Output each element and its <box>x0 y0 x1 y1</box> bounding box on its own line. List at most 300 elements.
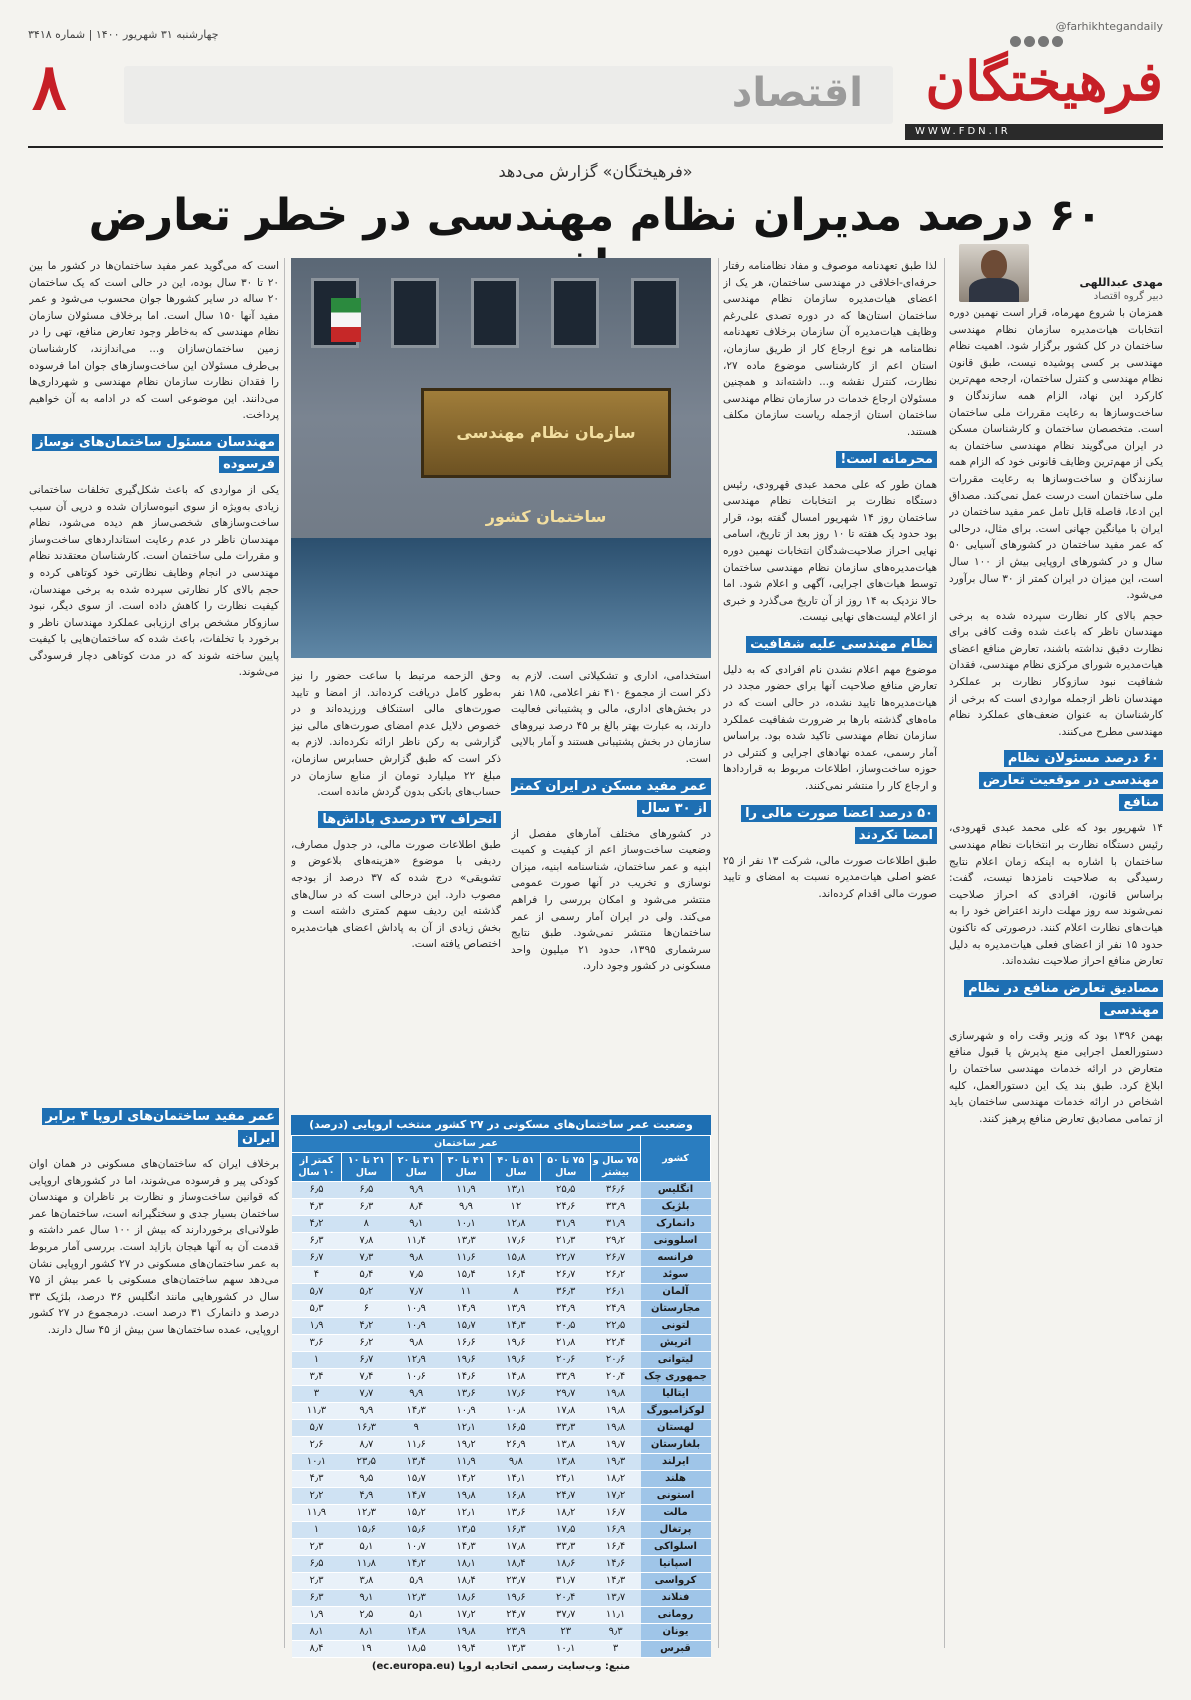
data-table <box>291 1135 711 1658</box>
value-cell: ۴٫۹ <box>341 1488 391 1505</box>
value-cell: ۱۶٫۵ <box>491 1420 541 1437</box>
country-cell: اسلواکی <box>641 1539 711 1556</box>
value-cell: ۸٫۱ <box>292 1624 342 1641</box>
value-cell: ۴ <box>292 1267 342 1284</box>
value-cell: ۹٫۱ <box>341 1590 391 1607</box>
instagram-icon[interactable] <box>1052 36 1063 47</box>
value-cell: ۱۵٫۸ <box>491 1250 541 1267</box>
value-cell: ۹٫۹ <box>441 1199 491 1216</box>
value-cell: ۱۱٫۹ <box>292 1505 342 1522</box>
table-row <box>292 1573 711 1590</box>
value-cell: ۱۷٫۸ <box>491 1539 541 1556</box>
value-cell: ۲۹٫۷ <box>541 1386 591 1403</box>
table-row <box>292 1267 711 1284</box>
value-cell: ۱۴٫۸ <box>491 1369 541 1386</box>
value-cell: ۲۱٫۸ <box>541 1335 591 1352</box>
table-row <box>292 1556 711 1573</box>
table-row <box>292 1352 711 1369</box>
value-cell: ۵٫۲ <box>341 1284 391 1301</box>
value-cell: ۹٫۱ <box>391 1216 441 1233</box>
value-cell: ۷٫۸ <box>341 1233 391 1250</box>
value-cell: ۳۱٫۹ <box>591 1216 641 1233</box>
flag-emblem <box>331 298 361 342</box>
value-cell: ۱۱٫۴ <box>391 1233 441 1250</box>
paragraph: بهمن ۱۳۹۶ بود که وزیر وقت راه و شهرسازی دستورالعمل اجرایی منع پذیرش یا قبول منافع متعارض در ارائه خدمات مهندسی ساختمان را ابلاغ کرد. طبق بند یک این دستورالعمل، کلیه اشخاص در ارائه خدمات مهندسی ساختمان باید از تمامی مصادیق تعارض منافع پرهیز کنند. <box>949 1029 1163 1125</box>
column-5 <box>29 258 279 1098</box>
telegram-icon[interactable] <box>1038 36 1049 47</box>
value-cell: ۶٫۵ <box>292 1556 342 1573</box>
value-cell: ۳۳٫۹ <box>541 1369 591 1386</box>
value-cell: ۱۳٫۸ <box>541 1454 591 1471</box>
paragraph: طبق اطلاعات صورت مالی، در جدول مصارف، ردیفی با موضوع «هزینه‌های بلاعوض و تشویقی» درج شده که ۳۷ درصد از بودجه مصوب دارد. این درحالی است که در سال‌های گذشته این ردیف سهم کمتری داشته است و بخش زیادی از آن به پاداش اعضای هیات‌مدیره اختصاص یافته است. <box>291 838 501 951</box>
country-cell: ایرلند <box>641 1454 711 1471</box>
table-row <box>292 1335 711 1352</box>
value-cell: ۲۰٫۴ <box>591 1369 641 1386</box>
value-cell: ۱۰٫۹ <box>391 1318 441 1335</box>
value-cell: ۱۳٫۱ <box>491 1182 541 1199</box>
value-cell: ۴٫۲ <box>341 1318 391 1335</box>
value-cell: ۲۳ <box>541 1624 591 1641</box>
value-cell: ۲٫۲ <box>292 1488 342 1505</box>
value-cell: ۵٫۴ <box>341 1267 391 1284</box>
value-cell: ۶٫۳ <box>341 1199 391 1216</box>
country-cell: قبرس <box>641 1641 711 1658</box>
table-row <box>292 1318 711 1335</box>
column-3 <box>511 668 711 1098</box>
value-cell: ۱۴٫۸ <box>391 1624 441 1641</box>
country-cell: اتریش <box>641 1335 711 1352</box>
value-cell: ۱۰٫۱ <box>292 1454 342 1471</box>
country-cell: بلژیک <box>641 1199 711 1216</box>
subheading: انحراف ۳۷ درصدی پاداش‌ها <box>318 811 501 828</box>
value-cell: ۱۹٫۸ <box>591 1403 641 1420</box>
value-cell: ۴٫۳ <box>292 1471 342 1488</box>
country-cell: جمهوری چک <box>641 1369 711 1386</box>
value-cell: ۱۹ <box>341 1641 391 1658</box>
value-cell: ۱۰٫۶ <box>391 1369 441 1386</box>
table-row <box>292 1250 711 1267</box>
value-cell: ۲۶٫۲ <box>591 1267 641 1284</box>
value-cell: ۹٫۹ <box>391 1386 441 1403</box>
value-cell: ۲٫۳ <box>292 1573 342 1590</box>
subheading: مهندسان مسئول ساختمان‌های نوساز فرسوده <box>32 434 279 473</box>
country-cell: استونی <box>641 1488 711 1505</box>
value-cell: ۱۷٫۲ <box>441 1607 491 1624</box>
building-age-table <box>291 1115 711 1672</box>
age-group-header: کمتر از ۱۰ سال <box>292 1153 342 1182</box>
paragraph: وحق الزحمه مرتبط با ساعت حضور را نیز به‌طور کامل دریافت کرده‌اند. از امضا و تایید صورت‌های مالی استنکاف ورزیده‌اند و در خصوص دلایل عدم امضای صورت‌های مالی نیز گزارشی به رکن ناظر ارائه نکرده‌اند. لازم به ذکر است که طبق گزارش حسابرس سازمان، مبلغ ۲۲ میلیارد تومان از منابع سازمان در حساب‌های بانکی بدون گردش مانده است. <box>291 670 501 799</box>
age-group-header: ۵۱ تا ۴۰ سال <box>491 1153 541 1182</box>
country-cell: آلمان <box>641 1284 711 1301</box>
value-cell: ۱۳٫۶ <box>491 1505 541 1522</box>
table-row <box>292 1369 711 1386</box>
value-cell: ۲۹٫۲ <box>591 1233 641 1250</box>
paragraph: در کشورهای مختلف آمارهای مفصل از وضعیت ساخت‌وساز اعم از کیفیت و کمیت ابنیه و عمر ساختمان، شناسنامه ابنیه، میزان نوسازی و تخریب در آنها صورت عمومی منتشر می‌شود و امکان بررسی را فراهم می‌کند. ولی در ایران آمار رسمی از عمر ساختمان‌ها منتشر نمی‌شود. طبق نتایج سرشماری ۱۳۹۵، حدود ۲۱ میلیون واحد مسکونی در کشور وجود دارد. <box>511 827 711 973</box>
table-row <box>292 1403 711 1420</box>
value-cell: ۲۰٫۶ <box>541 1352 591 1369</box>
value-cell: ۱۹٫۸ <box>591 1420 641 1437</box>
value-cell: ۲۰٫۴ <box>541 1590 591 1607</box>
value-cell: ۱۹٫۲ <box>441 1437 491 1454</box>
value-cell: ۸٫۴ <box>391 1199 441 1216</box>
value-cell: ۳ <box>591 1641 641 1658</box>
value-cell: ۱ <box>292 1352 342 1369</box>
headline: ۶۰ درصد مدیران نظام مهندسی در خطر تعارض <box>88 190 1103 241</box>
subheading: محرمانه است! <box>836 451 937 468</box>
value-cell: ۱۵٫۴ <box>441 1267 491 1284</box>
value-cell: ۴٫۲ <box>292 1216 342 1233</box>
top-rule <box>28 146 1163 148</box>
value-cell: ۹٫۵ <box>341 1471 391 1488</box>
country-cell: فرانسه <box>641 1250 711 1267</box>
value-cell: ۹٫۳ <box>591 1624 641 1641</box>
website-url[interactable]: WWW.FDN.IR <box>905 124 1163 140</box>
table-row <box>292 1590 711 1607</box>
column-2 <box>723 258 937 1648</box>
paragraph: طبق اطلاعات صورت مالی، شرکت ۱۳ نفر از ۲۵ عضو اصلی هیات‌مدیره نسبت به امضای و تایید صورت مالی اقدام کرده‌اند. <box>723 854 937 900</box>
value-cell: ۹٫۸ <box>491 1454 541 1471</box>
table-row <box>292 1607 711 1624</box>
value-cell: ۲۵٫۵ <box>541 1182 591 1199</box>
value-cell: ۱۰٫۹ <box>391 1301 441 1318</box>
age-group-header: ۴۱ تا ۳۰ سال <box>441 1153 491 1182</box>
value-cell: ۱۹٫۶ <box>491 1352 541 1369</box>
country-cell: اسلوونی <box>641 1233 711 1250</box>
table-row <box>292 1216 711 1233</box>
value-cell: ۹٫۸ <box>391 1250 441 1267</box>
value-cell: ۱۳٫۶ <box>441 1386 491 1403</box>
value-cell: ۱۷٫۶ <box>491 1386 541 1403</box>
value-cell: ۸ <box>341 1216 391 1233</box>
value-cell: ۳۱٫۹ <box>541 1216 591 1233</box>
value-cell: ۱۲٫۱ <box>441 1505 491 1522</box>
value-cell: ۲۳٫۵ <box>341 1454 391 1471</box>
author-box <box>949 244 1163 304</box>
value-cell: ۳۶٫۳ <box>541 1284 591 1301</box>
country-cell: رومانی <box>641 1607 711 1624</box>
value-cell: ۱۹٫۶ <box>491 1335 541 1352</box>
value-cell: ۱۴٫۶ <box>441 1369 491 1386</box>
value-cell: ۱۸٫۴ <box>441 1573 491 1590</box>
value-cell: ۱۴٫۳ <box>391 1403 441 1420</box>
value-cell: ۵٫۷ <box>292 1284 342 1301</box>
value-cell: ۱۰٫۱ <box>541 1641 591 1658</box>
value-cell: ۱۷٫۲ <box>591 1488 641 1505</box>
value-cell: ۱۱٫۹ <box>441 1182 491 1199</box>
country-cell: لوکزامبورگ <box>641 1403 711 1420</box>
value-cell: ۱۶٫۳ <box>491 1522 541 1539</box>
value-cell: ۱۴٫۳ <box>591 1573 641 1590</box>
table-row <box>292 1488 711 1505</box>
value-cell: ۲۳٫۷ <box>491 1573 541 1590</box>
author-photo <box>959 244 1029 302</box>
value-cell: ۱۲٫۱ <box>441 1420 491 1437</box>
value-cell: ۸٫۴ <box>292 1641 342 1658</box>
value-cell: ۱۰٫۷ <box>391 1539 441 1556</box>
country-cell: ایتالیا <box>641 1386 711 1403</box>
paragraph: یکی از مواردی که باعث شکل‌گیری تخلفات ساختمانی زیادی به‌ویژه از سوی انبوه‌سازان شده و درپی آن سبب ساخت‌وسازهای شخصی‌ساز هم دیده می‌شود، نظام مهندسان ناظر در عدم رعایت استانداردهای ساخت‌وساز و مقررات ملی ساختمان است. کارشناسان معتقدند نظام مهندسی در انجام وظایف نظارتی خود کوتاهی کرده و حجم بالای کار نظارتی سپرده شده به برخی مهندسان، کیفیت نظارت را کاهش داده است. از سوی دیگر، نبود سازوکار مشخص برای ارزیابی عملکرد مهندسان ناظر و برخورد با تخلفات، باعث شده که ساختمان‌هایی با کیفیت پایین ساخته شوند که در مدت کوتاهی دچار فرسودگی می‌شوند. <box>29 483 279 679</box>
value-cell: ۱۴٫۹ <box>441 1301 491 1318</box>
table-row <box>292 1386 711 1403</box>
value-cell: ۳۷٫۷ <box>541 1607 591 1624</box>
value-cell: ۱٫۹ <box>292 1607 342 1624</box>
value-cell: ۱۱٫۶ <box>391 1437 441 1454</box>
value-cell: ۲۰٫۶ <box>591 1352 641 1369</box>
value-cell: ۲۱٫۳ <box>541 1233 591 1250</box>
value-cell: ۷٫۵ <box>391 1267 441 1284</box>
table-body <box>292 1182 711 1658</box>
table-row <box>292 1539 711 1556</box>
value-cell: ۱۶٫۶ <box>441 1335 491 1352</box>
value-cell: ۲۴٫۱ <box>541 1471 591 1488</box>
country-header: کشور <box>641 1136 711 1182</box>
value-cell: ۱۹٫۶ <box>491 1590 541 1607</box>
value-cell: ۱۵٫۶ <box>341 1522 391 1539</box>
age-group-header: ۷۵ تا ۵۰ سال <box>541 1153 591 1182</box>
paragraph: استخدامی، اداری و تشکیلاتی است. لازم به ذکر است از مجموع ۴۱۰ نفر اعلامی، ۱۸۵ نفر در بخش‌های اداری، مالی و پشتیبانی فعالیت دارند، به عبارت بهتر بالغ بر ۴۵ درصد نیروهای سازمان در بخش پشتیبانی هستند و آمار بالایی است. <box>511 670 711 765</box>
section-band <box>124 66 893 124</box>
paragraph: همان طور که علی محمد عبدی قهرودی، رئیس دستگاه نظارت بر انتخابات نظام مهندسی ساختمان روز ۱۴ شهریور امسال گفته بود، قرار بود حدود یک هفته تا ۱۰ روز بعد از تاریخ، اسامی نهایی احراز صلاحیت‌شدگان انتخابات نهمین دوره هیات‌مدیره‌های سازمان نظام مهندسی ساختمان توسط هیات‌های اجرایی، آگهی و اعلام شود. اما حالا نزدیک به ۱۴ روز از آن تاریخ می‌گذرد و خبری از اعلام لیست‌های نهایی نیست. <box>723 478 937 624</box>
section-title: اقتصاد <box>731 70 863 116</box>
value-cell: ۱ <box>292 1522 342 1539</box>
value-cell: ۱۳٫۳ <box>441 1233 491 1250</box>
value-cell: ۷٫۳ <box>341 1250 391 1267</box>
value-cell: ۱۴٫۲ <box>441 1471 491 1488</box>
value-cell: ۵٫۳ <box>292 1301 342 1318</box>
table-row <box>292 1454 711 1471</box>
kicker: «فرهیختگان» گزارش می‌دهد <box>498 162 693 181</box>
value-cell: ۱۹٫۸ <box>441 1488 491 1505</box>
value-cell: ۱۶٫۸ <box>491 1488 541 1505</box>
value-cell: ۲٫۳ <box>292 1539 342 1556</box>
value-cell: ۱۵٫۲ <box>391 1505 441 1522</box>
value-cell: ۳٫۶ <box>292 1335 342 1352</box>
value-cell: ۹٫۸ <box>391 1335 441 1352</box>
value-cell: ۱۹٫۶ <box>441 1352 491 1369</box>
table-row <box>292 1641 711 1658</box>
value-cell: ۲۴٫۹ <box>591 1301 641 1318</box>
value-cell: ۱۸٫۲ <box>591 1471 641 1488</box>
value-cell: ۷٫۷ <box>341 1386 391 1403</box>
value-cell: ۷٫۴ <box>341 1369 391 1386</box>
value-cell: ۱۸٫۵ <box>391 1641 441 1658</box>
value-cell: ۳٫۴ <box>292 1369 342 1386</box>
column-divider <box>284 258 285 1648</box>
value-cell: ۱۴٫۱ <box>491 1471 541 1488</box>
value-cell: ۳۳٫۳ <box>541 1420 591 1437</box>
value-cell: ۱۹٫۸ <box>441 1624 491 1641</box>
value-cell: ۱۲ <box>491 1199 541 1216</box>
table-row <box>292 1199 711 1216</box>
value-cell: ۹٫۹ <box>341 1403 391 1420</box>
value-cell: ۱۲٫۹ <box>391 1352 441 1369</box>
value-cell: ۲۴٫۹ <box>541 1301 591 1318</box>
value-cell: ۱۴٫۷ <box>391 1488 441 1505</box>
country-cell: دانمارک <box>641 1216 711 1233</box>
value-cell: ۳ <box>292 1386 342 1403</box>
value-cell: ۱۳٫۳ <box>491 1641 541 1658</box>
subheading: نظام مهندسی علیه شفافیت <box>746 636 937 653</box>
value-cell: ۹ <box>391 1420 441 1437</box>
value-cell: ۱۵٫۶ <box>391 1522 441 1539</box>
table-row <box>292 1624 711 1641</box>
value-cell: ۲۴٫۶ <box>541 1199 591 1216</box>
value-cell: ۲۶٫۷ <box>591 1250 641 1267</box>
paragraph: همزمان با شروع مهرماه، قرار است نهمین دوره انتخابات هیات‌مدیره سازمان نظام مهندسی ساختمان در کل کشور برگزار شود. اهمیت نظام مهندسی بر کسی پوشیده نیست، طبق قانون نظام مهندسی و کنترل ساختمان، ارجحه مهم‌ترین کارکرد این نهاد، الزام همه سازندگان و ساخت‌وسازها به رعایت مقررات ملی ساختمان است. متخصصان ساختمان و کارشناسان مسکن در ایران می‌گویند نظام مهندسی ساختمان به یکی از مهم‌ترین وظایف قانونی خود که الزام همه سازندگان و ساخت‌وسازها به رعایت مقررات ملی ساختمان است درست عمل نمی‌کند. مصداق این ادعا، فاصله قابل تامل عمر مفید ساختمان در ایران با میانگین جهانی است. برای مثال، درحالی که عمر مفید ساختمان در کشورهای آسیایی ۵۰ سال و در کشورهای اروپایی بیش از ۱۰۰ سال است، این میزان در ایران کمتر از ۳۰ سال برآورد می‌شود. <box>949 307 1163 602</box>
column-1 <box>949 305 1163 1645</box>
table-source: منبع: وب‌سایت رسمی اتحادیه اروپا (ec.europa.eu) <box>371 1661 631 1672</box>
country-cell: مالت <box>641 1505 711 1522</box>
value-cell: ۱۸٫۶ <box>541 1556 591 1573</box>
table-row <box>292 1437 711 1454</box>
value-cell: ۱۰٫۸ <box>491 1403 541 1420</box>
value-cell: ۸٫۷ <box>341 1437 391 1454</box>
column-4 <box>291 668 501 1098</box>
value-cell: ۵٫۹ <box>391 1573 441 1590</box>
value-cell: ۲۴٫۷ <box>541 1488 591 1505</box>
value-cell: ۱۰٫۱ <box>441 1216 491 1233</box>
paragraph: لذا طبق تعهدنامه موصوف و مفاد نظامنامه رفتار حرفه‌ای-اخلاقی در مهندسی ساختمان، هر یک از اعضای هیات‌مدیره سازمان نظام مهندسی ساختمان استان‌ها که در دوره تصدی علی‌رغم وظایف هیات‌مدیره آن سازمان برخلاف تعهدنامه نظامنامه هر نوع ارجاع کار از طریق سازمان، استان اعم از کارشناسی موضوع ماده ۲۷، نظارت، کنترل نقشه و... داشته‌اند و همچنین مسئولان ارجاع خدمات در سازمان نظام مهندسی ساختمان استان ازجمله ریاست سازمان مکلف هستند. <box>723 260 937 438</box>
table-row <box>292 1233 711 1250</box>
social-handle[interactable]: @farhikhtegandaily <box>1055 20 1163 33</box>
value-cell: ۲٫۵ <box>341 1607 391 1624</box>
table-row <box>292 1284 711 1301</box>
value-cell: ۱۶٫۷ <box>591 1505 641 1522</box>
value-cell: ۲۳٫۹ <box>491 1624 541 1641</box>
paragraph: موضوع مهم اعلام نشدن نام افرادی که به دلیل تعارض منافع صلاحیت آنها برای حضور مجدد در هیات‌مدیره‌ها تایید نشده، در حالی است که در ماه‌های گذشته بارها بر ضرورت شفافیت عملکرد سازمان نظام مهندسی تاکید شده بود. براساس آمار رسمی، عمده نهادهای اجرایی و کنترلی در حوزه ساخت‌وساز، اطلاعات مربوط به قراردادها و ارجاع کار را منتشر نمی‌کنند. <box>723 663 937 793</box>
value-cell: ۶٫۵ <box>292 1182 342 1199</box>
value-cell: ۳۰٫۵ <box>541 1318 591 1335</box>
social-icons <box>1010 36 1063 47</box>
value-cell: ۲۶٫۷ <box>541 1267 591 1284</box>
author-name: مهدی عبداللهی <box>1079 276 1163 289</box>
author-role: دبیر گروه اقتصاد <box>1093 291 1163 302</box>
twitter-icon[interactable] <box>1024 36 1035 47</box>
age-group-header: ۳۱ تا ۲۰ سال <box>391 1153 441 1182</box>
building-photo <box>291 258 711 658</box>
value-cell: ۵٫۷ <box>292 1420 342 1437</box>
value-cell: ۲۴٫۷ <box>491 1607 541 1624</box>
country-cell: هلند <box>641 1471 711 1488</box>
subheading: مصادیق تعارض منافع در نظام مهندسی <box>964 980 1163 1019</box>
building-sign: سازمان نظام مهندسی ساختمان کشور <box>421 388 671 478</box>
value-cell: ۲۲٫۵ <box>591 1318 641 1335</box>
value-cell: ۲۲٫۴ <box>591 1335 641 1352</box>
value-cell: ۱۶٫۹ <box>591 1522 641 1539</box>
aparat-icon[interactable] <box>1010 36 1021 47</box>
value-cell: ۱۱٫۳ <box>292 1403 342 1420</box>
value-cell: ۱۳٫۷ <box>591 1590 641 1607</box>
country-cell: پرتغال <box>641 1522 711 1539</box>
country-cell: اسپانیا <box>641 1556 711 1573</box>
value-cell: ۱۳٫۵ <box>441 1522 491 1539</box>
value-cell: ۱۹٫۴ <box>441 1641 491 1658</box>
value-cell: ۳۱٫۷ <box>541 1573 591 1590</box>
country-cell: سوئد <box>641 1267 711 1284</box>
value-cell: ۶٫۷ <box>341 1352 391 1369</box>
masthead <box>28 22 1163 140</box>
table-title: وضعیت عمر ساختمان‌های مسکونی در ۲۷ کشور منتخب اروپایی (درصد) <box>291 1115 711 1135</box>
value-cell: ۱۳٫۴ <box>391 1454 441 1471</box>
country-cell: بلغارستان <box>641 1437 711 1454</box>
country-cell: یونان <box>641 1624 711 1641</box>
subheading: ۵۰ درصد اعضا صورت مالی را امضا نکردند <box>741 805 937 844</box>
value-cell: ۶٫۳ <box>292 1233 342 1250</box>
age-header: عمر ساختمان <box>292 1136 641 1153</box>
paragraph: برخلاف ایران که ساختمان‌های مسکونی در همان اوان کودکی پیر و فرسوده می‌شوند، اما در کشورهای اروپایی که قوانین ساخت‌وساز و نظارت بر ناظران و مهندسان ساختمان بسیار جدی و سختگیرانه است، ساختمان‌ها عمر طولانی‌ای برخوردارند که بیش از ۱۰۰ سال عمر داشته و قدمت آن به آنها هیجان بازاید است. بررسی آمار مربوط به عمر ساختمان‌های مسکونی در ۲۷ کشور اروپایی نشان می‌دهد سهم ساختمان‌های مسکونی با عمر بیش از ۷۵ سال در کشورهایی مانند انگلیس ۳۶ درصد، بلژیک ۳۳ درصد و دانمارک ۳۱ درصد است. درمجموع در ۲۷ کشور اروپایی، عمده ساختمان‌ها سن بیش از ۴۵ سال دارند. <box>29 1158 279 1336</box>
paragraph: ۱۴ شهریور بود که علی محمد عبدی قهرودی، رئیس دستگاه نظارت بر انتخابات نظام مهندسی ساختمان با اشاره به اینکه زمان اعلام نتایج رسیدگی به صلاحیت نامزدها نیست، گفت: براساس قانون، افرادی که احراز صلاحیت نمی‌شوند سه روز مهلت دارند اعتراض خود را به هیات‌های نظارت اعلام کنند. درصورتی که تاکنون حدود ۱۵ نفر از اعضای فعلی هیات‌مدیره به دلیل تعارض منافع احراز صلاحیت نشده‌اند. <box>949 822 1163 968</box>
value-cell: ۱۸٫۶ <box>441 1590 491 1607</box>
value-cell: ۶ <box>341 1301 391 1318</box>
value-cell: ۳۶٫۶ <box>591 1182 641 1199</box>
value-cell: ۱۶٫۴ <box>491 1267 541 1284</box>
value-cell: ۶٫۳ <box>292 1590 342 1607</box>
value-cell: ۲۶٫۱ <box>591 1284 641 1301</box>
value-cell: ۱۱٫۶ <box>441 1250 491 1267</box>
value-cell: ۱۸٫۴ <box>491 1556 541 1573</box>
value-cell: ۷٫۷ <box>391 1284 441 1301</box>
value-cell: ۲۲٫۷ <box>541 1250 591 1267</box>
issue-line: چهارشنبه ۳۱ شهریور ۱۴۰۰ | شماره ۳۴۱۸ <box>28 28 219 41</box>
value-cell: ۱۱٫۹ <box>441 1454 491 1471</box>
value-cell: ۶٫۷ <box>292 1250 342 1267</box>
country-cell: لهستان <box>641 1420 711 1437</box>
value-cell: ۳۳٫۹ <box>591 1199 641 1216</box>
value-cell: ۱۴٫۳ <box>441 1539 491 1556</box>
value-cell: ۸ <box>491 1284 541 1301</box>
value-cell: ۵٫۱ <box>341 1539 391 1556</box>
value-cell: ۱٫۹ <box>292 1318 342 1335</box>
value-cell: ۱۷٫۸ <box>541 1403 591 1420</box>
value-cell: ۴٫۳ <box>292 1199 342 1216</box>
subheading: ۶۰ درصد مسئولان نظام مهندسی در موقعیت تعارض منافع <box>979 750 1163 811</box>
country-cell: لتونی <box>641 1318 711 1335</box>
column-divider <box>944 258 945 1648</box>
page-number: ۸ <box>32 50 67 125</box>
value-cell: ۱۳٫۸ <box>541 1437 591 1454</box>
value-cell: ۱۹٫۸ <box>591 1386 641 1403</box>
country-cell: لیتوانی <box>641 1352 711 1369</box>
age-group-header: ۲۱ تا ۱۰ سال <box>341 1153 391 1182</box>
value-cell: ۱۳٫۹ <box>491 1301 541 1318</box>
newspaper-logo: فرهیختگان <box>925 49 1163 113</box>
value-cell: ۱۴٫۲ <box>391 1556 441 1573</box>
value-cell: ۱۸٫۱ <box>441 1556 491 1573</box>
value-cell: ۹٫۹ <box>391 1182 441 1199</box>
country-cell: کرواسی <box>641 1573 711 1590</box>
table-row <box>292 1182 711 1199</box>
value-cell: ۲۶٫۹ <box>491 1437 541 1454</box>
age-group-header: ۷۵ سال و بیشتر <box>591 1153 641 1182</box>
subheading: عمر مفید مسکن در ایران کمتر از ۳۰ سال <box>511 778 711 817</box>
country-cell: مجارستان <box>641 1301 711 1318</box>
value-cell: ۱۸٫۲ <box>541 1505 591 1522</box>
column-6 <box>29 1098 279 1648</box>
table-row <box>292 1505 711 1522</box>
value-cell: ۱۰٫۹ <box>441 1403 491 1420</box>
value-cell: ۱۶٫۴ <box>591 1539 641 1556</box>
table-row <box>292 1420 711 1437</box>
value-cell: ۱۲٫۳ <box>341 1505 391 1522</box>
value-cell: ۱۵٫۷ <box>391 1471 441 1488</box>
value-cell: ۵٫۱ <box>391 1607 441 1624</box>
value-cell: ۱۹٫۳ <box>591 1454 641 1471</box>
table-row <box>292 1522 711 1539</box>
value-cell: ۸٫۱ <box>341 1624 391 1641</box>
value-cell: ۲٫۶ <box>292 1437 342 1454</box>
brand-block <box>905 22 1163 140</box>
value-cell: ۱۹٫۷ <box>591 1437 641 1454</box>
